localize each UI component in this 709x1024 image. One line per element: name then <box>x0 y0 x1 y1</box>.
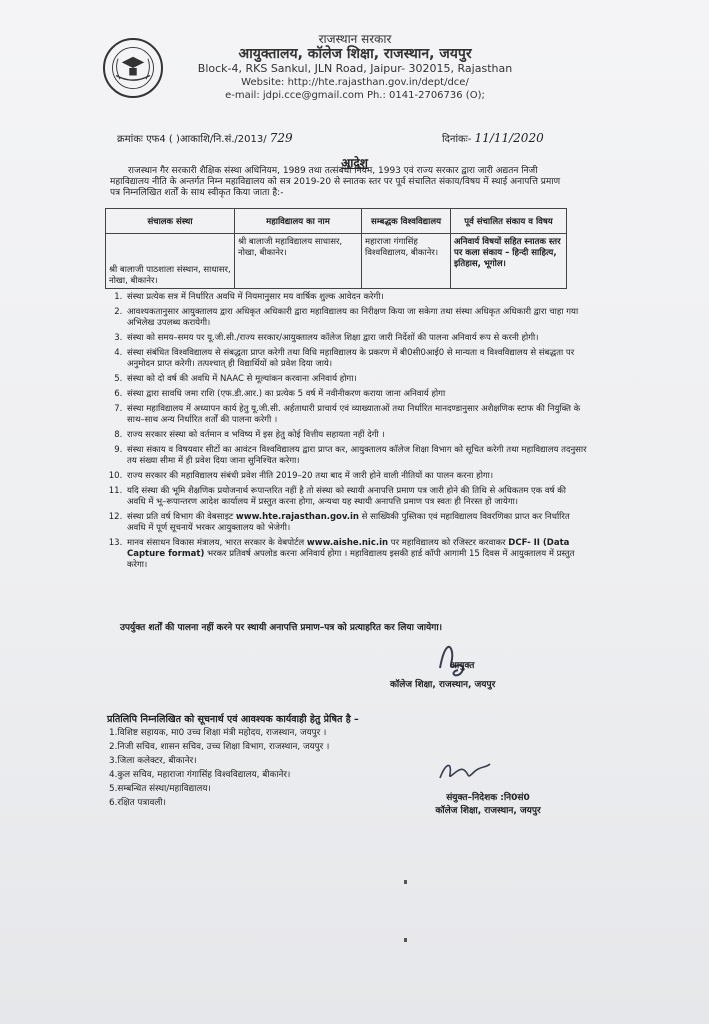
condition-item: 4. संस्था संबंधित विश्वविद्यालय से संबद्धता प्राप्त करेगी तथा विधि महाविद्यालय के प्रकरण में बी0सी0आई0 से मान्यता व विश्वविद्यालय से संबद्धता पर अनुमोदन प्राप्त करेगी। तत्पश्चात् ही विद्यार्थियों को प्रवेश दिया जाये। <box>125 348 587 370</box>
final-condition: उपर्युक्त शर्तों की पालना नहीं करने पर स्थायी अनापत्ति प्रमाण–पत्र को प्रत्याहरित कर लिया जायेगा। <box>120 623 443 633</box>
condition-item: 8. राज्य सरकार संस्था को वर्तमान व भविष्य में इस हेतु कोई वित्तीय सहायता नहीं देगी । <box>125 430 587 441</box>
signatory-joint-director <box>398 792 578 818</box>
signatory-commissioner <box>390 648 580 688</box>
conditions-list <box>107 292 587 575</box>
signature-icon <box>436 756 496 786</box>
signatory-office: कॉलेज शिक्षा, राजस्थान, जयपुर <box>390 680 496 690</box>
table-header: सम्बद्धक विश्वविद्यालय <box>362 209 451 234</box>
condition-text: से साख्यिकी पुस्तिका एवं महाविद्यालय विवरणिका प्राप्त कर निर्धारित अवधि में पूर्ण सूचनायें भरकर आयुक्तालय को भेजेगी। <box>127 512 570 533</box>
letterhead-address: Block-4, RKS Sankul, JLN Road, Jaipur- 302015, Rajasthan <box>197 62 513 75</box>
condition-item: 10. राज्य सरकार की महाविद्यालय संबंधी प्रवेश नीति 2019–20 तथा बाद में जारी होने वाली नीतियों का पालन करना होगा। <box>125 471 587 482</box>
department-seal-icon <box>103 38 163 98</box>
list-item: 2.निजी सचिव, शासन सचिव, उच्च शिक्षा विभाग, राजस्थान, जयपुर । <box>109 742 330 752</box>
condition-item <box>125 512 587 534</box>
table-header: पूर्व संचालित संकाय व विषय <box>451 209 567 234</box>
condition-item: 7. संस्था महाविद्यालय में अध्यापन कार्य हेतु यू.जी.सी. अर्हताधारी प्राचार्य एवं व्याख्याताओं तथा निर्धारित मानदण्डानुसार अशैक्षणिक स्टाफ की नियुक्ति के साथ–साथ अन्य निर्धारित शर्तों की पालना करेगी । <box>125 404 587 426</box>
list-item: 5.सम्बन्धित संस्था/महाविद्यालय। <box>109 784 211 794</box>
list-item: 3.जिला कलेक्टर, बीकानेर। <box>109 756 197 766</box>
signatory-office: कॉलेज शिक्षा, राजस्थान, जयपुर <box>435 806 541 816</box>
punch-mark-icon <box>404 880 407 884</box>
reference-number-handwritten: 729 <box>269 131 293 145</box>
condition-text: पर महाविद्यालय को रजिस्टर करवाकर <box>390 538 506 548</box>
condition-text: भरकर प्रतिवर्ष अपलोड करना अनिवार्य होगा । महाविद्यालय इसकी हार्ड कॉपी आगामी 15 दिवस में आयुक्तालय में प्रस्तुत करेगा। <box>127 549 575 570</box>
college-details-table <box>105 208 567 289</box>
list-item: 1.विशिष्ट सहायक, मा0 उच्च शिक्षा मंत्री महोदय, राजस्थान, जयपुर । <box>109 728 327 738</box>
table-cell: अनिवार्य विषयों सहित स्नातक स्तर पर कला संकाय – हिन्दी साहित्य, इतिहास, भूगोल। <box>451 234 567 289</box>
condition-item: 6. संस्था द्वारा सावधि जमा राशि (एफ.डी.आर.) का प्रत्येक 5 वर्ष में नवीनीकरण कराया जाना अनिवार्य होगा <box>125 389 587 400</box>
reference-number-printed: क्रमांकः एफ4 ( )आकाशि/नि.सं./2013/ <box>117 134 267 145</box>
website-link[interactable]: www.hte.rajasthan.gov.in <box>235 512 359 522</box>
letterhead-line-2: आयुक्तालय, कॉलेज शिक्षा, राजस्थान, जयपुर <box>238 46 472 62</box>
condition-text: संस्था प्रति वर्ष विभाग की वेबसाइट <box>127 512 234 522</box>
letterhead-contact: e-mail: jdpi.cce@gmail.com Ph.: 0141-2706736 (O); <box>225 90 485 101</box>
date-label: दिनांकः- <box>442 134 472 145</box>
copy-heading: प्रतिलिपि निम्नलिखित को सूचनार्थ एवं आवश्यक कार्यवाही हेतु प्रेषित है – <box>107 714 359 725</box>
reference-date <box>442 131 544 145</box>
table-cell: महाराजा गंगासिंह विश्वविद्यालय, बीकानेर। <box>362 234 451 289</box>
table-header-row <box>106 209 567 234</box>
signatory-title: आयुक्त <box>450 661 475 671</box>
table-cell: श्री बालाजी महाविद्यालय साधासर, नोखा, बीकानेर। <box>235 234 362 289</box>
condition-item: 5. संस्था को दो वर्ष की अवधि में NAAC से मूल्यांकन करवाना अनिवार्य होगा। <box>125 374 587 385</box>
punch-mark-icon <box>404 938 407 942</box>
table-header: महाविद्यालय का नाम <box>235 209 362 234</box>
form-name: DCF- II (Data Capture format) <box>127 538 570 559</box>
order-intro: राजस्थान गैर सरकारी शैक्षिक संस्था अधिनियम, 1989 तथा तत्संबंधी नियम, 1993 एवं राज्य सरकार द्वारा जारी अद्यतन निजी महाविद्यालय नीति के अन्तर्गत निम्न महाविद्यालय को सत्र 2019-20 से स्नातक स्तर पर पूर्व संचालित संकाय/विषय में स्थाई अनापत्ति प्रमाण पत्र निम्नलिखित शर्तों के साथ स्वीकृत किया जाता है:- <box>110 166 561 198</box>
website-link[interactable]: www.aishe.nic.in <box>306 538 389 548</box>
table-header: संचालक संस्था <box>106 209 235 234</box>
condition-item: 1. संस्था प्रत्येक सत्र में निर्धारित अवधि में नियमानुसार मय वार्षिक शुल्क आवेदन करेगी। <box>125 292 587 303</box>
date-handwritten: 11/11/2020 <box>474 131 544 145</box>
condition-item <box>125 538 587 571</box>
table-cell: श्री बालाजी पाठशाला संस्थान, साधासर, नोखा, बीकानेर। <box>106 234 235 289</box>
condition-text: मानव संसाधन विकास मंत्रालय, भारत सरकार के वेबपोर्टल <box>127 538 305 548</box>
condition-item: 9. संस्था संकाय व विषयवार सीटों का आवंटन विश्वविद्यालय द्वारा प्राप्त कर, आयुक्तालय कॉलेज शिक्षा विभाग को सूचित करेगी तथा महाविद्यालय तदनुसार तय संख्या सीमा में ही प्रवेश दिया जाना सुनिश्चित करेगा। <box>125 445 587 467</box>
copy-list <box>109 726 329 810</box>
table-row <box>106 234 567 289</box>
condition-item: 2. आवश्यकतानुसार आयुक्तालय द्वारा अधिकृत अधिकारी द्वारा महाविद्यालय का निरीक्षण किया जा सकेगा तथा संस्था अधिकृत अधिकारी द्वारा चाहा गया अभिलेख उपलब्ध करायेगी। <box>125 307 587 329</box>
condition-item: 3. संस्था को समय–समय पर यू.जी.सी./राज्य सरकार/आयुक्तालय कॉलेज शिक्षा द्वारा जारी निर्देशों की पालना अनिवार्य रूप से करनी होगी। <box>125 333 587 344</box>
letterhead-website: Website: http://hte.rajasthan.gov.in/dept/dce/ <box>241 77 469 88</box>
order-title: आदेश <box>341 156 368 170</box>
signatory-title: संयुक्त–निदेशक :नि0सं0 <box>446 793 530 803</box>
list-item: 6.रक्षित पत्रावली। <box>109 798 166 808</box>
letterhead-line-1: राजस्थान सरकार <box>318 32 392 46</box>
condition-item: 11. यदि संस्था की भूमि शैक्षणिक प्रयोजनार्थ रूपान्तरित नहीं है तो संस्था को स्थायी अनापत्ति प्रमाण पत्र जारी होने की तिथि से अधिकतम एक वर्ष की अवधि में भू–रूपान्तरण आदेश कार्यालय में प्रस्तुत करना होगा, अन्यथा यह स्थायी अनापत्ति प्रमाण पत्र स्वतः ही निरस्त हो जायेगा। <box>125 486 587 508</box>
reference-number <box>117 131 293 145</box>
list-item: 4.कुल सचिव, महाराजा गंगासिंह विश्वविद्यालय, बीकानेर। <box>109 770 291 780</box>
